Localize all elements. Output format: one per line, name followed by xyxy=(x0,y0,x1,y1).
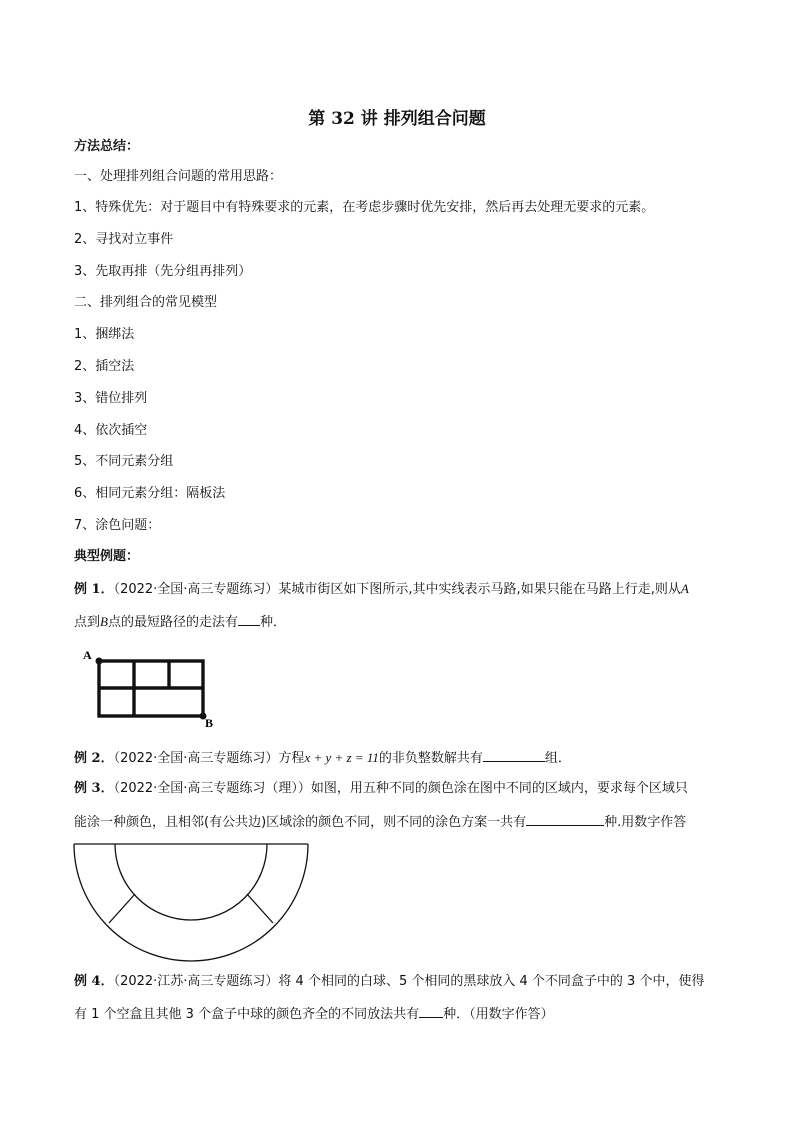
example-2-label: 例 2． xyxy=(74,751,114,766)
s1-item-2: 2、寻找对立事件 xyxy=(74,232,174,247)
grid-label-a: A xyxy=(83,648,92,662)
answer-blank xyxy=(483,748,545,762)
example-4-line-2 xyxy=(74,1004,554,1024)
inner-arc xyxy=(115,844,267,920)
example-4-line-1 xyxy=(74,973,704,991)
example-3-text: （2022·全国·高三专题练习（理））如图，用五种不同的颜色涂在图中不同的区域内，要求每个区域只 xyxy=(113,781,688,796)
example-3-line-1 xyxy=(74,780,688,798)
example-1-line-2 xyxy=(74,612,286,632)
example-1-text-end: 种． xyxy=(259,615,286,630)
example-2-text-end: 组． xyxy=(544,751,571,766)
s2-item-2: 2、插空法 xyxy=(74,359,135,374)
street-grid-figure xyxy=(80,645,220,730)
example-3-text-post: 种.用数字作答 xyxy=(604,815,687,830)
example-1-text: （2022·全国·高三专题练习）某城市街区如下图所示,其中实线表示马路,如果只能在马路上行走,则从 xyxy=(113,582,681,597)
s2-item-6: 6、相同元素分组：隔板法 xyxy=(74,486,226,501)
examples-heading: 典型例题： xyxy=(74,549,140,564)
s1-item-1: 1、特殊优先：对于题目中有特殊要求的元素，在考虑步骤时优先安排，然后再去处理无要求的元素。 xyxy=(74,200,655,215)
s2-item-7: 7、涂色问题： xyxy=(74,518,161,533)
section2-title: 二、排列组合的常见模型 xyxy=(74,295,218,310)
s2-item-1: 1、捆绑法 xyxy=(74,327,135,342)
s2-item-3: 3、错位排列 xyxy=(74,391,148,406)
point-a-dot xyxy=(96,658,103,665)
example-1-text-pre: 点到 xyxy=(74,615,101,630)
example-2-text-pre: （2022·全国·高三专题练习）方程 xyxy=(113,751,305,766)
example-4-text: （2022·江苏·高三专题练习）将 4 个相同的白球、5 个相同的黑球放入 4 个不同盒子中的 3 个中，使得 xyxy=(113,974,705,989)
equation: x + y + z = 11 xyxy=(304,750,379,765)
point-b-label: B xyxy=(100,614,108,629)
grid-label-b: B xyxy=(205,716,214,730)
semicircle-ring-figure xyxy=(70,840,315,965)
example-1-text-post: 点的最短路径的走法有 xyxy=(107,615,238,630)
example-1-label: 例 1． xyxy=(74,582,114,597)
example-4-label: 例 4． xyxy=(74,974,114,989)
example-2-line xyxy=(74,748,571,768)
s1-item-3: 3、先取再排（先分组再排列） xyxy=(74,264,252,279)
example-1-line-1 xyxy=(74,580,689,599)
answer-blank xyxy=(419,1004,443,1018)
example-2-text-post: 的非负整数解共有 xyxy=(378,751,483,766)
answer-blank xyxy=(526,812,604,826)
divider-left xyxy=(109,894,135,923)
example-3-label: 例 3． xyxy=(74,781,114,796)
s2-item-5: 5、不同元素分组 xyxy=(74,454,174,469)
s2-item-4: 4、依次插空 xyxy=(74,423,148,438)
example-4-text-post: 种．（用数字作答） xyxy=(443,1007,554,1022)
summary-heading: 方法总结： xyxy=(74,139,140,154)
example-4-text-pre: 有 1 个空盒且其他 3 个盒子中球的颜色齐全的不同放法共有 xyxy=(74,1007,420,1022)
divider-right xyxy=(247,894,273,923)
section1-title: 一、处理排列组合问题的常用思路： xyxy=(74,169,283,184)
answer-blank xyxy=(238,612,260,626)
point-a-label: A xyxy=(680,581,689,596)
example-3-text-pre: 能涂一种颜色，且相邻(有公共边)区域涂的颜色不同，则不同的涂色方案一共有 xyxy=(74,815,527,830)
example-3-line-2 xyxy=(74,812,686,832)
page-title: 第 32 讲 排列组合问题 xyxy=(308,109,486,129)
outer-arc xyxy=(74,844,308,961)
